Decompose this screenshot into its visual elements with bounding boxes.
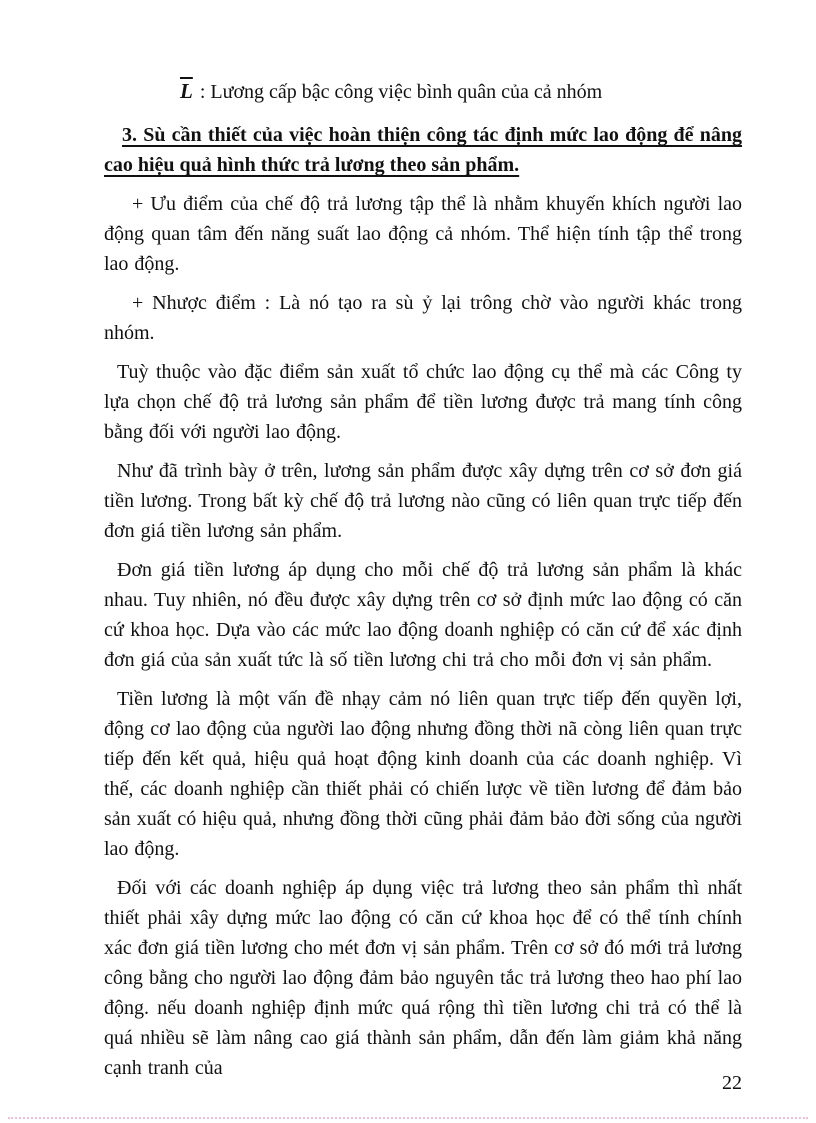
paragraph-company-choice: Tuỳ thuộc vào đặc điểm sản xuất tổ chức lao động cụ thể mà các Công ty lựa chọn chế độ trả lương sản phẩm để tiền lương được trả mang tính công bằng đối với người lao động.	[104, 361, 742, 443]
paragraph-advantage: + Ưu điểm của chế độ trả lương tập thể là nhằm khuyến khích người lao động quan tâm đến năng suất lao động cả nhóm. Thể hiện tính tập thể trong lao động.	[104, 193, 742, 275]
paragraph-wage-basis: Như đã trình bày ở trên, lương sản phẩm được xây dựng trên cơ sở đơn giá tiền lương. Trong bất kỳ chế độ trả lương nào cũng có liên quan trực tiếp đến đơn giá tiền lương sản phẩm.	[104, 460, 742, 542]
formula-line	[104, 0, 742, 107]
footer-dotted-line	[8, 1117, 808, 1119]
l-bar-symbol: $\overline{L}$	[180, 79, 193, 103]
formula-text: : Lương cấp bậc công việc bình quân của cả nhóm	[199, 81, 603, 103]
page-number: 22	[722, 1072, 742, 1094]
paragraph-disadvantage: + Nhược điểm : Là nó tạo ra sù ỷ lại trông chờ vào người khác trong nhóm.	[104, 292, 742, 344]
paragraph-wage-sensitivity: Tiền lương là một vấn đề nhạy cảm nó liên quan trực tiếp đến quyền lợi, động cơ lao động của người lao động nhưng đồng thời nã còng liên quan trực tiếp đến kết quả, hiệu quả hoạt động kinh doanh của các doanh nghiệp. Vì thế, các doanh nghiệp cần thiết phải có chiến lược về tiền lương để đảm bảo sản xuất có hiệu quả, nhưng đồng thời cũng phải đảm bảo đời sống của người lao động.	[104, 688, 742, 860]
section-heading: 3. Sù cần thiết của việc hoàn thiện công tác định mức lao động để nâng cao hiệu quả hình thức trả lương theo sản phẩm.	[104, 124, 742, 176]
page-content	[104, 0, 742, 1083]
paragraph-scientific-norms: Đối với các doanh nghiệp áp dụng việc trả lương theo sản phẩm thì nhất thiết phải xây dựng mức lao động có căn cứ khoa học để có thể tính chính xác đơn giá tiền lương cho mét đơn vị sản phẩm. Trên cơ sở đó mới trả lương công bằng cho người lao động đảm bảo nguyên tắc trả lương theo hao phí lao động. nếu doanh nghiệp định mức quá rộng thì tiền lương chi trả có thể là quá nhiều sẽ làm nâng cao giá thành sản phẩm, dẫn đến làm giảm khả năng cạnh tranh của	[104, 877, 742, 1079]
paragraph-unit-price: Đơn giá tiền lương áp dụng cho mỗi chế độ trả lương sản phẩm là khác nhau. Tuy nhiên, nó đều được xây dựng trên cơ sở định mức lao động có căn cứ khoa học. Dựa vào các mức lao động doanh nghiệp có căn cứ để xác định đơn giá của sản xuất tức là số tiền lương chi trả cho mỗi đơn vị sản phẩm.	[104, 559, 742, 671]
